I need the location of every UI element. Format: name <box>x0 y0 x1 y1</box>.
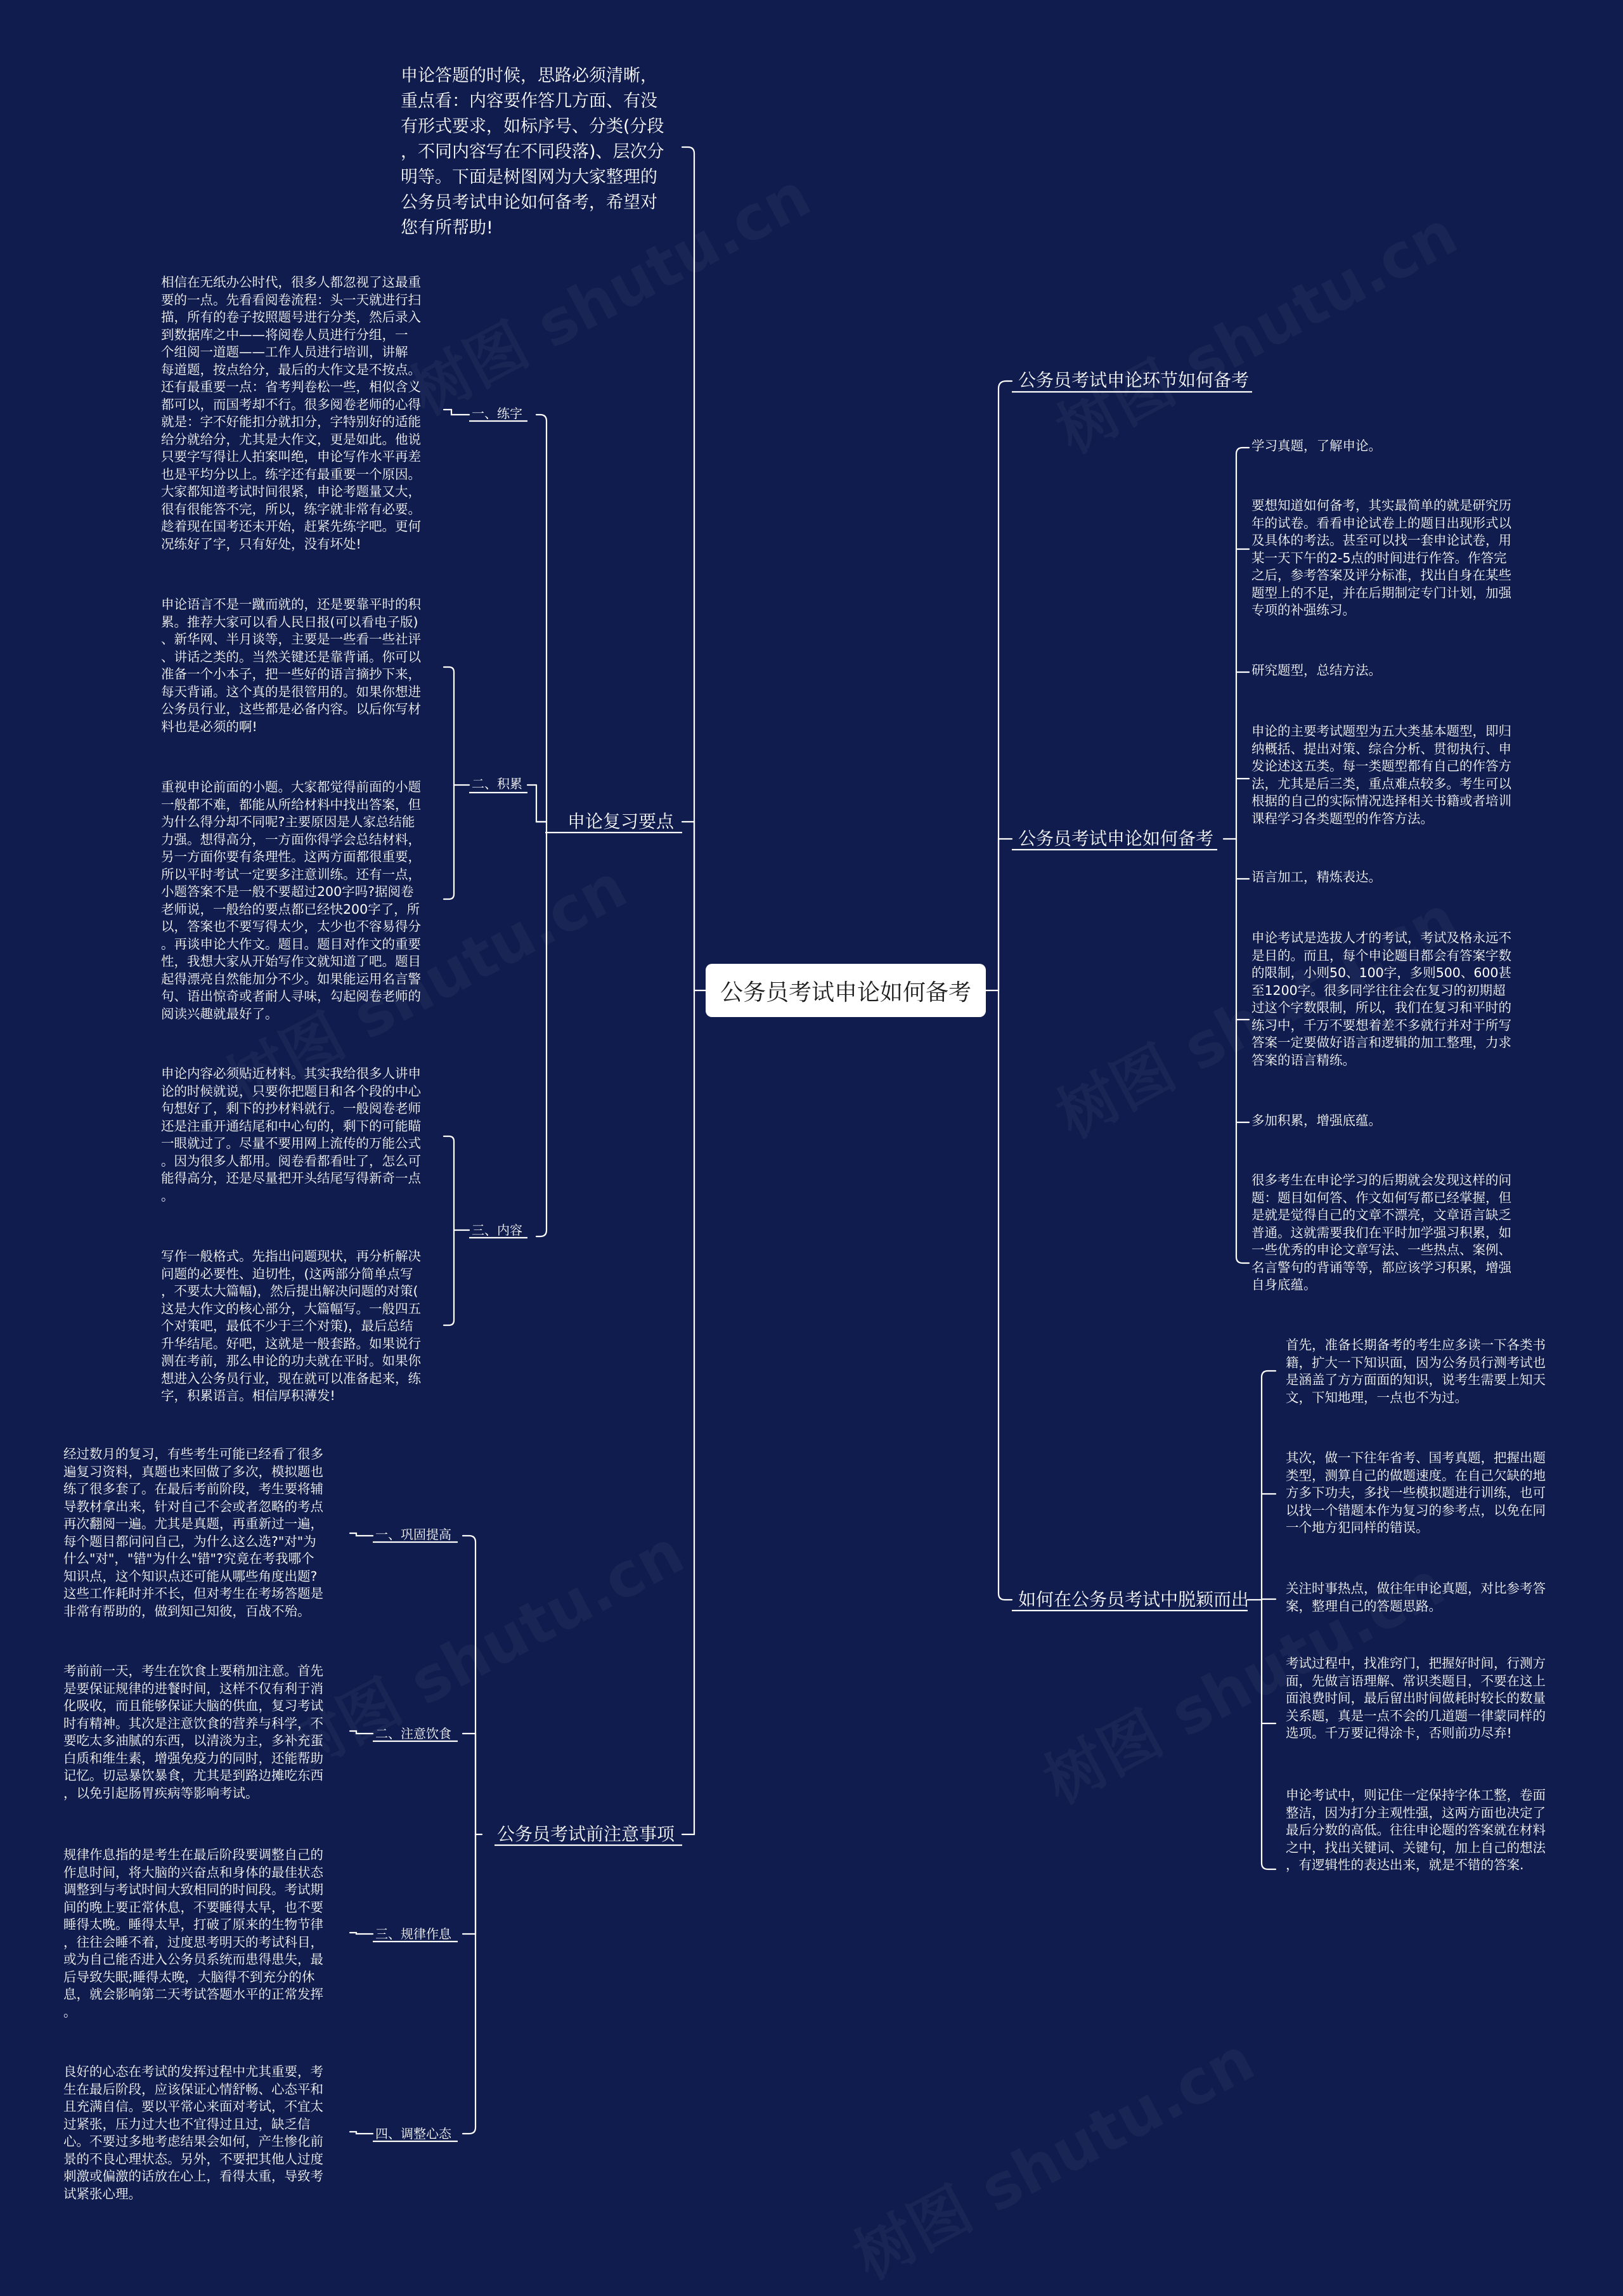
leaf-text: 规律作息指的是考生在最后阶段要调整自己的 作息时间，将大脑的兴奋点和身体的最佳状态 调整到与考试时间大致相同的时间段。考试期 间的晚上要正常休息，不要睡得太早，也不要 睡得太晚。睡得太早，打破了原来的生物节律 ，往往会睡不着，过度思考明天的考试科目， 或为自己能否进入公务员系统而患得患失，最 后导致失眠;睡得太晚，大脑得不到充分的休 息，就会影响第二天考试答题水平的正常发挥 。 <box>63 1847 323 2020</box>
connector <box>350 1933 373 1934</box>
leaf-text: 研究题型，总结方法。 <box>1251 663 1381 678</box>
leaf-text: 学习真题，了解申论。 <box>1251 438 1381 453</box>
node-link[interactable]: 公务员考试申论环节如何备考 <box>1018 370 1250 391</box>
connector <box>350 1533 373 1536</box>
leaf-text: 写作一般格式。先指出问题现状，再分析解决 问题的必要性、迫切性，(这两部分简单点写 ，不要太大篇幅)，然后提出解决问题的对策( 这是大作文的核心部分，大篇幅写。一般四五 个对策吧，最低不少于三个对策)，最后总结 升华结尾。好吧，这就是一般套路。如果说行 测在考前，那么申论的功夫就在平时。如果你 想进入公务员行业，现在就可以准备起来，练 字，积累语言。相信厚积薄发! <box>161 1249 421 1403</box>
node-routine[interactable]: 三、规律作息 <box>375 1926 451 1942</box>
leaf-text: 语言加工，精炼表达。 <box>1251 869 1381 885</box>
connector <box>463 1734 475 1834</box>
leaf-text: 考试过程中，找准窍门，把握好时间，行测方 面，先做言语理解、常识类题目，不要在这上 面浪费时间，最后留出时间做耗时较长的数量 关系题，真是一点不会的几道题一律蒙同样的 选项。千万要记得涂卡，否则前功尽弃! <box>1286 1656 1546 1741</box>
connector <box>463 1834 475 2134</box>
connector <box>444 1136 469 1230</box>
connector <box>682 822 694 990</box>
leaf-text: 申论内容必须贴近材料。其实我给很多人讲申 论的时候就说，只要你把题目和各个段的中心 句想好了，剩下的抄材料就行。一般阅卷老师 还是注重开通结尾和中心句的，剩下的可能瞄 一眼就过了。尽量不要用网上流传的万能公式 。因为很多人都用。阅卷看都看吐了，怎么可 能得高分，还是尽量把开头结尾写得新奇一点 。 <box>161 1066 421 1203</box>
connector <box>986 381 1012 990</box>
leaf-text: 申论语言不是一蹴而就的，还是要靠平时的积 累。推荐大家可以看人民日报(可以看电子版) 、新华网、半月谈等，主要是一些看一些社评 、讲话之类的。当然关键还是靠背诵。你可以 准备一个小本子，把一些好的语言摘抄下来， 每天背诵。这个真的是很管用的。如果你想进 公务员行业，这些都是必备内容。以后你写材 料也是必须的啊! <box>161 597 421 734</box>
connector <box>1248 1371 1276 1600</box>
node-how[interactable]: 公务员考试申论如何备考 <box>1018 828 1214 849</box>
leaf-text: 首先，准备长期备考的考生应多读一下各类书 籍，扩大一下知识面，因为公务员行测考试也 是涵盖了方方面面的知识，说考生需要上知天 文，下知地理，一点也不为过。 <box>1286 1337 1546 1405</box>
connector <box>444 667 469 785</box>
leaf-text: 相信在无纸办公时代，很多人都忽视了这最重 要的一点。先看看阅卷流程：头一天就进行扫 描，所有的卷子按照题号进行分类，然后录入 到数据库之中——将阅卷人员进行分组，一 个组阅一道题——工作人员进行培训，讲解 每道题，按点给分，最后的大作文是不按点。 还有最重要一点：省考判卷松一些，相似含义 都可以，而国考却不行。很多阅卷老师的心得 就是：字不好能扣分就扣分，字特别好的适能 给分就给分，尤其是大作文，更是如此。他说 只要字写得让人拍案叫绝，申论写作水平再差 也是平均分以上。练字还有最重要一个原因。 大家都知道考试时间很紧，申论考题量又大， 很有很能答不完，所以，练字就非常有必要。 趁着现在国考还未开始，赶紧先练字吧。更何 况练好了字，只有好处，没有坏处! <box>161 275 421 552</box>
connector <box>536 785 546 822</box>
connector <box>999 839 1012 990</box>
node-review-practice[interactable]: 一、练字 <box>472 406 522 421</box>
watermark <box>1040 186 1470 470</box>
connector <box>350 2132 373 2134</box>
leaf-text: 其次，做一下往年省考、国考真题，把握出题 类型，测算自己的做题速度。在自己欠缺的地 方多下功夫，多找一些模拟题进行训练，也可 以找一个错题本作为复习的参考点，以免在同 一个地方犯同样的错误。 <box>1286 1450 1546 1535</box>
connector <box>682 990 694 1834</box>
leaf-text: 关注时事热点，做往年申论真题，对比参考答 案，整理自己的答题思路。 <box>1286 1581 1546 1614</box>
leaf-text: 要想知道如何备考，其实最简单的就是研究历 年的试卷。看看申论试卷上的题目出现形式以 及具体的考法。甚至可以找一套申论试卷，用 某一天下午的2-5点的时间进行作答。作答完 之后，参考答案及评分标准，找出自身在某些 题型上的不足，并在后期制定专门计划，加强 专项的补强练习。 <box>1251 498 1511 618</box>
leaf-text: 申论考试是选拔人才的考试，考试及格永远不 是目的。而且，每个申论题目都会有答案字数 的限制，小则50、100字，多则500、600甚 至1200字。很多同学往往会在复习的初期超 过这个字数限制，所以，我们在复习和平时的 练习中，千万不要想着差不多就行并对于所写 答案一定要做好语言和逻辑的加工整理，力求 答案的语言精练。 <box>1251 930 1511 1068</box>
watermark <box>837 2013 1267 2296</box>
leaf-text: 考前前一天，考生在饮食上要稍加注意。首先 是要保证规律的进餐时间，这样不仅有利于消 化吸收，而且能够保证大脑的供血，复习考试 时有精神。其次是注意饮食的营养与科学，不 要吃太多油腻的东西，以清淡为主，多补充蛋 白质和维生素，增强免疫力的同时，还能帮助 记忆。切忌暴饮暴食，尤其是到路边摊吃东西 ，以免引起肠胃疾病等影响考试。 <box>63 1663 323 1801</box>
leaf-text: 良好的心态在考试的发挥过程中尤其重要，考 生在最后阶段，应该保证心情舒畅、心态平和 且充满自信。要以平常心来面对考试，不宜太 过紧张，压力过大也不宜得过且过，缺乏信 心。不要过多地考虑结果会如何，产生惨化前 景的不良心理状态。另外，不要把其他人过度 刺激或偏激的话放在心上，看得太重，导致考 试紧张心理。 <box>63 2064 323 2202</box>
node-before-exam[interactable]: 公务员考试前注意事项 <box>497 1824 675 1845</box>
node-diet[interactable]: 二、注意饮食 <box>375 1726 451 1741</box>
connector <box>463 1834 475 1934</box>
connector <box>999 990 1012 1600</box>
connector <box>1224 448 1249 839</box>
node-consolidate[interactable]: 一、巩固提高 <box>375 1527 451 1542</box>
node-review[interactable]: 申论复习要点 <box>567 811 675 832</box>
node-standout[interactable]: 如何在公务员考试中脱颖而出 <box>1018 1589 1250 1610</box>
leaf-text: 很多考生在申论学习的后期就会发现这样的问 题：题目如何答、作文如何写都已经掌握，但 是就是觉得自己的文章不漂亮，文章语言缺乏 普通。这就需要我们在平时加学强习积累，如 一些优秀的申论文章写法、一些热点、案例、 名言警句的背诵等等，都应该学习积累，增强 自身底蕴。 <box>1251 1172 1511 1292</box>
leaf-text: 申论考试中，则记住一定保持字体工整，卷面 整洁，因为打分主观性强，这两方面也决定了 最后分数的高低。往往申论题的答案就在材料 之中，找出关键词、关键句，加上自己的想法 ，有逻辑性的表达出来，就是不错的答案. <box>1286 1787 1546 1872</box>
leaf-text: 多加积累，增强底蕴。 <box>1251 1113 1381 1128</box>
node-review-accumulate[interactable]: 二、积累 <box>472 776 522 791</box>
node-mindset[interactable]: 四、调整心态 <box>375 2126 451 2141</box>
leaf-text: 重视申论前面的小题。大家都觉得前面的小题 一般都不难，都能从所给材料中找出答案，但 为什么得分却不同呢?主要原因是人家总结能 力强。想得高分，一方面你得学会总结材料， 另一方面你要有条理性。这两方面都很重要， 所以平时考试一定要多注意训练。还有一点， 小题答案不是一般不要超过200字吗?据阅卷 老师说，一般给的要点都已经快200字了，所 以，答案也不要写得太少，太少也不容易得分 。再谈申论大作文。题目。题目对作文的重要 性，我想大家从开始写作文就知道了吧。题目 起得漂亮自然能加分不少。如果能运用名言警 句、语出惊奇或者耐人寻味，勾起阅卷老师的 阅读兴趣就最好了。 <box>161 779 421 1022</box>
leaf-text: 申论的主要考试题型为五大类基本题型，即归 纳概括、提出对策、综合分析、贯彻执行、申 发论述这五类。每一类题型都有自己的作答方 法，尤其是后三类，重点难点较多。考生可以 根据的自己的实际情况选择相关书籍或者培训 课程学习各类题型的作答方法。 <box>1251 723 1511 826</box>
connector <box>536 415 546 822</box>
root-node[interactable]: 公务员考试申论如何备考 <box>706 964 986 1017</box>
node-review-content[interactable]: 三、内容 <box>472 1223 522 1238</box>
intro-text: 申论答题的时候，思路必须清晰， 重点看：内容要作答几方面、有没 有形式要求，如标序号、分类(分段 ，不同内容写在不同段落)、层次分 明等。下面是树图网为大家整理的 公务员考试申论如何备考，希望对 您有所帮助! <box>401 66 664 238</box>
leaf-text: 经过数月的复习，有些考生可能已经看了很多 遍复习资料，真题也来回做了多次，模拟题也 练了很多套了。在最后考前阶段，考生要将辅 导教材拿出来，针对自己不会或者忽略的考点 再次翻阅一遍。尤其是真题，再重新过一遍， 每个题目都问问自己，为什么这么选?"对"为 什么"对"，"错"为什么"错"?究竟在考我哪个 知识点，这个知识点还可能从哪些角度出题? 这些工作耗时并不长，但对考生在考场答题是 非常有帮助的，做到知己知彼，百战不殆。 <box>63 1446 323 1619</box>
